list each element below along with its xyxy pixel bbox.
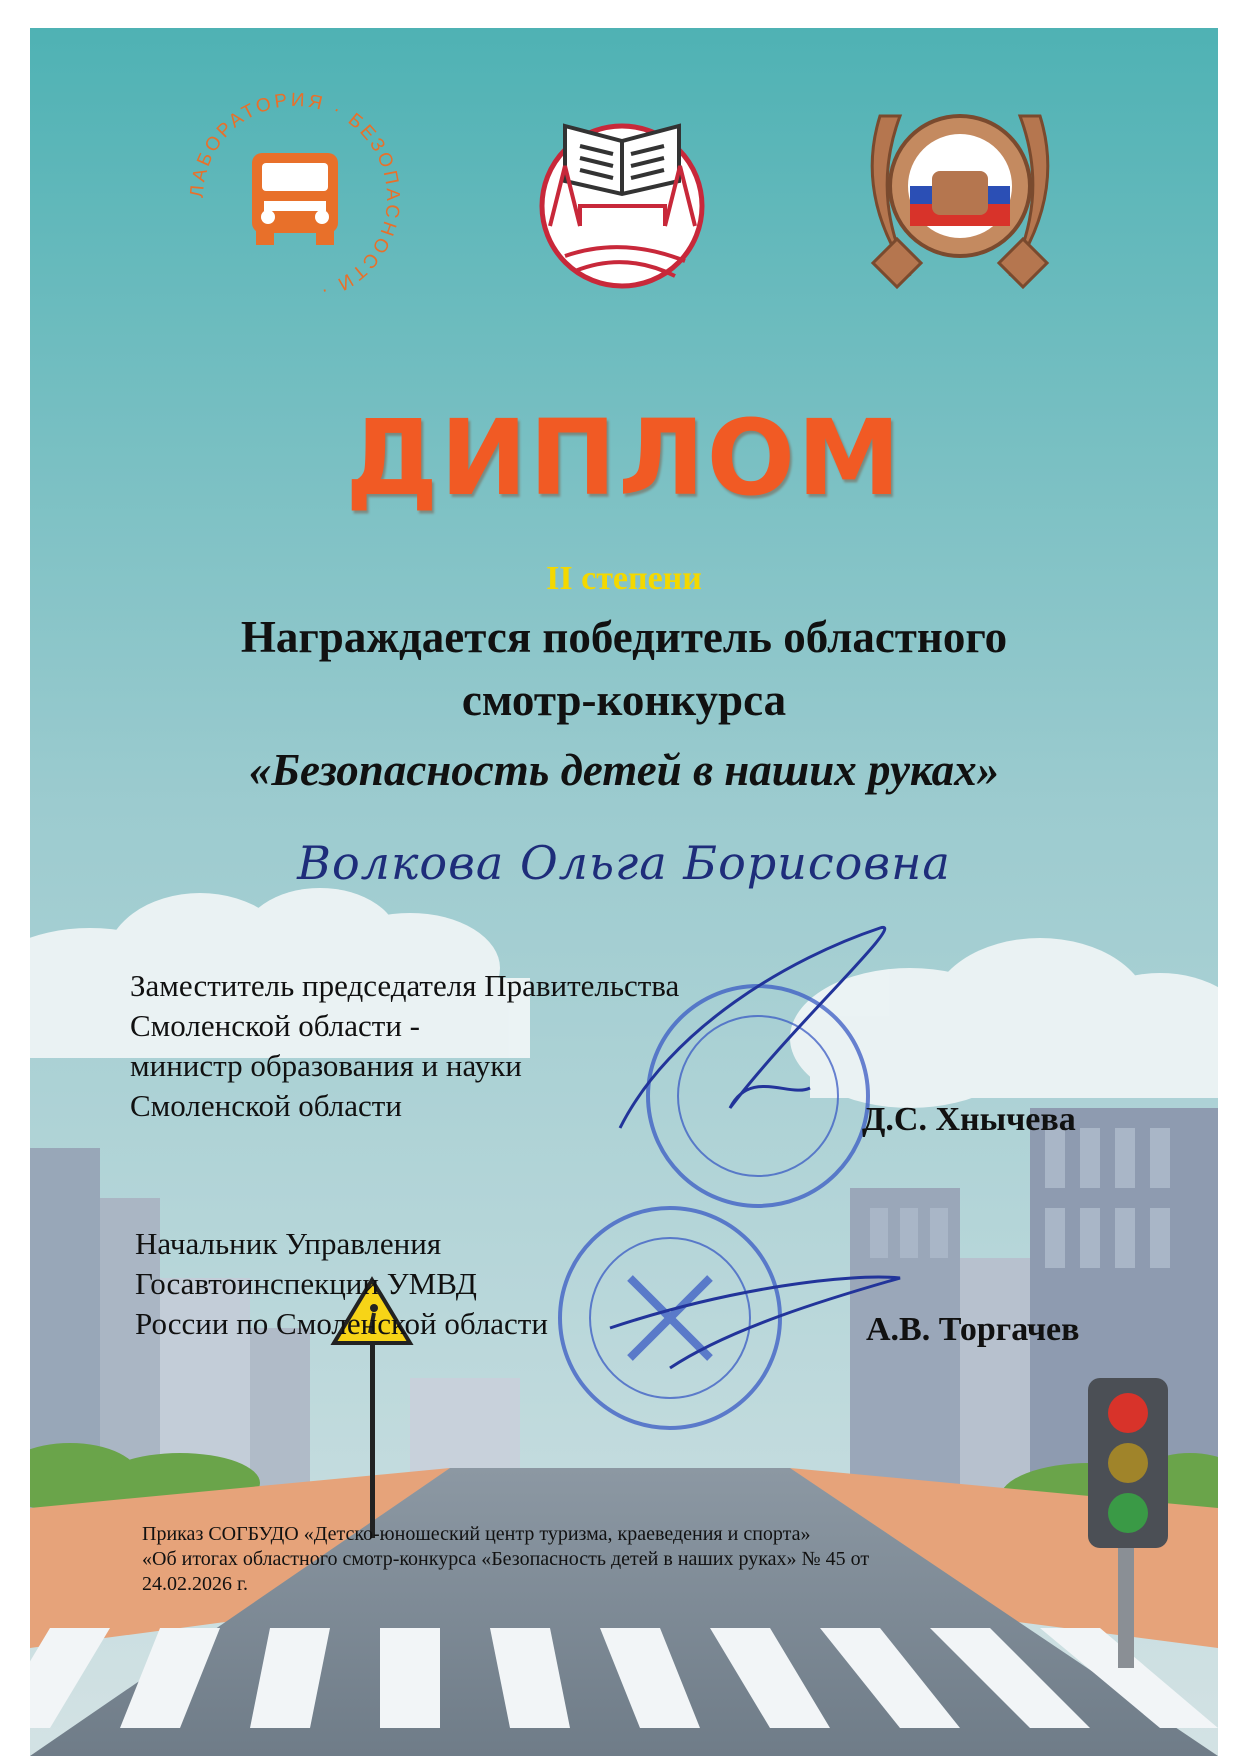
signatory-2-title-line: Госавтоинспекции УМВД	[135, 1266, 477, 1301]
diploma-sheet	[30, 28, 1218, 1756]
traffic-police-emblem	[850, 76, 1070, 306]
signatory-1-title-line: министр образования и науки	[130, 1048, 522, 1083]
signatory-2-name: А.В. Торгачев	[866, 1311, 1080, 1348]
recipient-name: Волкова Ольга Борисовна	[297, 836, 951, 890]
van-icon	[252, 153, 338, 245]
svg-text:ЛАБОРАТОРИЯ · БЕЗОПАСНОСТИ ·: ЛАБОРАТОРИЯ · БЕЗОПАСНОСТИ ·	[186, 89, 404, 303]
diploma-degree: II степени	[546, 560, 702, 597]
signatory-2-title-line: Начальник Управления	[135, 1226, 442, 1261]
order-line: «Об итогах областного смотр-конкурса «Безопасность детей в наших руках» № 45 от	[142, 1548, 870, 1570]
order-line: 24.02.2026 г.	[142, 1573, 248, 1595]
signatory-1-title	[130, 966, 770, 1126]
order-reference	[142, 1522, 1082, 1597]
education-castle-logo	[535, 86, 710, 296]
car-icon	[932, 171, 988, 215]
signatory-1-title-line: Смоленской области -	[130, 1008, 420, 1043]
signatory-2-title-line: России по Смоленской области	[135, 1306, 548, 1341]
signatory-1-title-line: Смоленской области	[130, 1088, 402, 1123]
signatory-1-title-line: Заместитель председателя Правительства	[130, 968, 680, 1003]
contest-name: «Безопасность детей в наших руках»	[248, 745, 1000, 795]
signatory-1-name: Д.С. Хнычева	[862, 1101, 1076, 1138]
order-line: Приказ СОГБУДО «Детско-юношеский центр туризма, краеведения и спорта»	[142, 1523, 811, 1545]
award-line-2: смотр-конкурса	[461, 675, 787, 725]
safety-lab-logo	[180, 83, 410, 313]
signatory-2-title	[135, 1224, 655, 1344]
award-line-1: Награждается победитель областного	[240, 612, 1008, 662]
diploma-title: ДИПЛОМ	[345, 397, 903, 519]
